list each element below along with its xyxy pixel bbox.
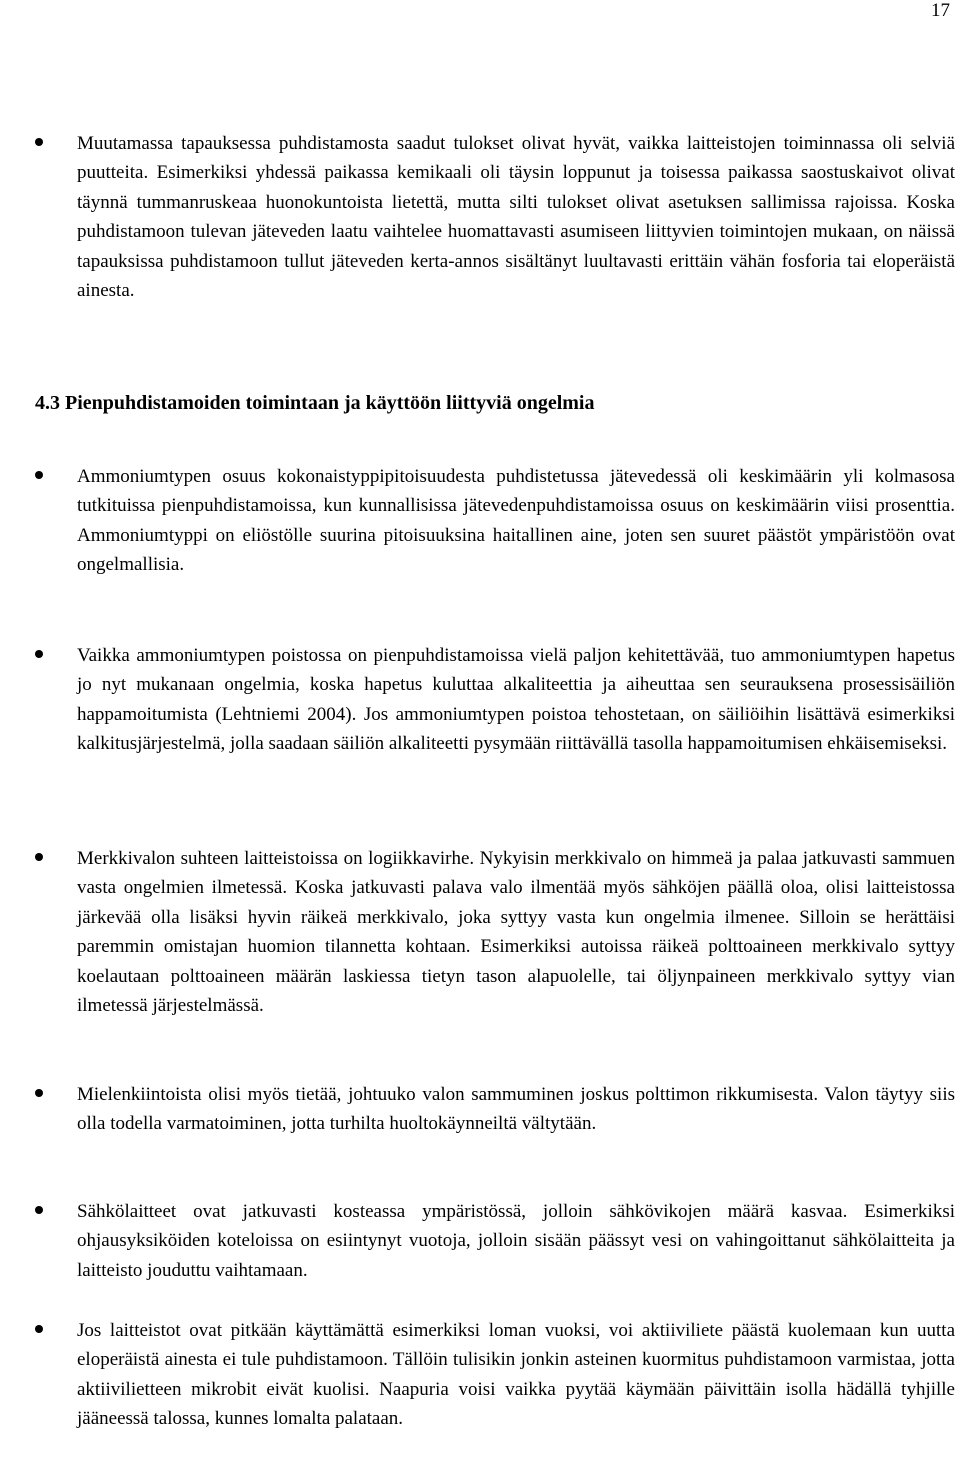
bullet-icon <box>35 138 43 146</box>
list-item-ammonium-share: Ammoniumtypen osuus kokonaistyppipitoisuudesta puhdistetussa jätevedessä oli keskimäärin yli kolmasosa tutkituissa pienpuhdistamoissa, kun kunnallisissa jätevedenpuhdistamoissa osuus on keskimäärin viisi prosenttia. Ammoniumtyppi on eliöstölle suurina pitoisuuksina haitallinen aine, joten sen suuret päästöt ympäristöön ovat ongelmallisia. <box>77 466 955 576</box>
bullet-icon <box>35 650 43 658</box>
paragraph-conditions: Muutamassa tapauksessa puhdistamosta saadut tulokset olivat hyvät, vaikka laitteistojen toiminnassa oli selviä puutteita. Esimerkiksi yhdessä paikassa kemikaali oli täysin loppunut ja toisessa paikassa saostuskaivot olivat täynnä tummanruskeaa huonokuntoista lietettä, mutta silti tulokset olivat asetuksen sallimissa rajoissa. Koska puhdistamoon tulevan jäteveden laatu vaihtelee huomattavasti asumiseen liittyvien toimintojen mukaan, on näissä tapauksissa puhdistamoon tullut jäteveden kerta-annos sisältänyt luultavasti erittäin vähän fosforia tai eloperäistä ainesta. <box>77 133 955 302</box>
section-heading: 4.3 Pienpuhdistamoiden toimintaan ja käyttöön liittyviä ongelmia <box>35 392 595 414</box>
list-item-electrical-moisture: Sähkölaitteet ovat jatkuvasti kosteassa ympäristössä, jolloin sähkövikojen määrä kasvaa. Esimerkiksi ohjausyksiköiden koteloissa on esiintynyt vuotoja, jolloin sisään päässyt vesi on vahingoittanut sähkölaitteita ja laitteisto jouduttu vaihtamaan. <box>77 1201 955 1281</box>
list-item-bulb-failure: Mielenkiintoista olisi myös tietää, johtuuko valon sammuminen joskus polttimon rikkumisesta. Valon täytyy siis olla todella varmatoiminen, jotta turhilta huoltokäynneiltä vältytään. <box>77 1084 955 1135</box>
list-item-indicator-light: Merkkivalon suhteen laitteistoissa on logiikkavirhe. Nykyisin merkkivalo on himmeä ja palaa jatkuvasti sammuen vasta ongelmien ilmetessä. Koska jatkuvasti palava valo ilmentää myös sähköjen päällä oloa, olisi laitteistossa järkevää olla lisäksi hyvin räikeä merkkivalo, joka syttyy vasta kun ongelmia ilmenee. Silloin se herättäisi paremmin omistajan huomion tilannetta kohtaan. Esimerkiksi autoissa räikeä polttoaineen merkkivalo syttyy koelautaan polttoaineen määrän laskiessa tietyn tason alapuolelle, tai öljynpaineen merkkivalo syttyy vian ilmetessä järjestelmässä. <box>77 848 955 1017</box>
bullet-icon <box>35 1325 43 1333</box>
bullet-icon <box>35 1089 43 1097</box>
bullet-icon <box>35 853 43 861</box>
list-item-unused-periods: Jos laitteistot ovat pitkään käyttämättä esimerkiksi loman vuoksi, voi aktiiviliete päästä kuolemaan kun uutta eloperäistä ainesta ei tule puhdistamoon. Tällöin tulisikin jonkin asteinen kuormitus puhdistamoon varmistaa, jotta aktiivilietteen mikrobit eivät kuolisi. Naapuria voisi vaikka pyytää käymään päivittäin isolla hädällä tyhjille jääneessä talossa, kunnes lomalta palataan. <box>77 1320 955 1430</box>
bullet-icon <box>35 471 43 479</box>
list-item-ammonium-removal: Vaikka ammoniumtypen poistossa on pienpuhdistamoissa vielä paljon kehitettävää, tuo ammoniumtypen hapetus jo nyt mukanaan ongelmia, koska hapetus kuluttaa alkaliteettia ja aiheuttaa sen seurauksena prosessisäiliön happamoitumista (Lehtniemi 2004). Jos ammoniumtypen poistoa tehostetaan, on säiliöihin lisättävä esimerkiksi kalkitusjärjestelmä, jolla saadaan säiliön alkaliteetti pysymään riittävällä tasolla happamoitumisen ehkäisemiseksi. <box>77 645 955 755</box>
page-number: 17 <box>931 0 950 21</box>
bullet-icon <box>35 1206 43 1214</box>
